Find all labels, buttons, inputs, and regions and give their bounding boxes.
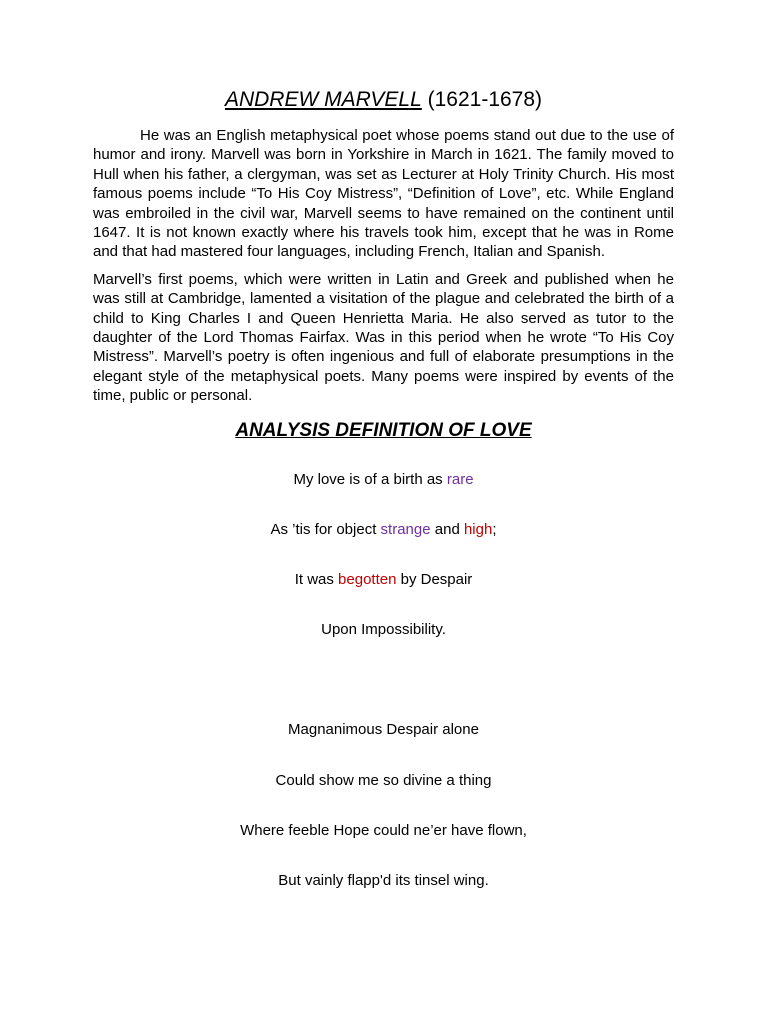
page-title (93, 86, 674, 114)
poem-line: Upon Impossibility. (321, 621, 446, 639)
poem-text: As ’tis for object (270, 520, 381, 538)
poem-stanza-1 (93, 470, 674, 671)
highlighted-word: strange (380, 520, 431, 538)
poem-line (93, 520, 674, 570)
poem-line (93, 570, 674, 620)
poem-line: Magnanimous Despair alone (288, 721, 479, 739)
poem-text: It was (294, 571, 339, 589)
poem-text: and (430, 520, 464, 538)
highlighted-word: rare (446, 470, 474, 488)
poem-line: Where feeble Hope could ne’er have flown, (240, 821, 527, 839)
poem-line (93, 470, 674, 520)
poem-line: Could show me so divine a thing (275, 771, 492, 789)
document-page (93, 86, 674, 921)
poem-text: by Despair (396, 571, 473, 589)
highlighted-word: begotten (338, 571, 397, 589)
poem-stanza-2 (93, 720, 674, 921)
biography-paragraph-1: He was an English metaphysical poet whose poems stand out due to the use of humor and irony. Marvell was born in Yorkshire in March in 1621. The family moved to Hull when his father, a clergyman, was set as Lecturer at Holy Trinity Church. His most famous poems include “To His Coy Mistress”, “Definition of Love”, etc. While England was embroiled in the civil war, Marvell seems to have remained on the continent until 1647. It is not known exactly where his travels took him, except that he was in Rome and that had mastered four languages, including French, Italian and Spanish. (93, 127, 674, 261)
title-author-name: ANDREW MARVELL (224, 88, 422, 111)
poem-text: ; (492, 520, 497, 538)
poem-text: My love is of a birth as (293, 470, 447, 488)
poem-line: But vainly flapp'd its tinsel wing. (278, 872, 489, 889)
highlighted-word: high (463, 520, 493, 538)
biography-paragraph-2: Marvell’s first poems, which were written in Latin and Greek and published when he was still at Cambridge, lamented a visitation of the plague and celebrated the birth of a child to King Charles I and Queen Henrietta Maria. He also served as tutor to the daughter of the Lord Thomas Fairfax. Was in this period when he wrote “To His Coy Mistress”. Marvell’s poetry is often ingenious and full of elaborate presumptions in the elegant style of the metaphysical poets. Many poems were inspired by events of the time, public or personal. (93, 270, 674, 405)
section-title: ANALYSIS DEFINITION OF LOVE (235, 419, 532, 441)
title-dates: (1621-1678) (421, 88, 543, 111)
